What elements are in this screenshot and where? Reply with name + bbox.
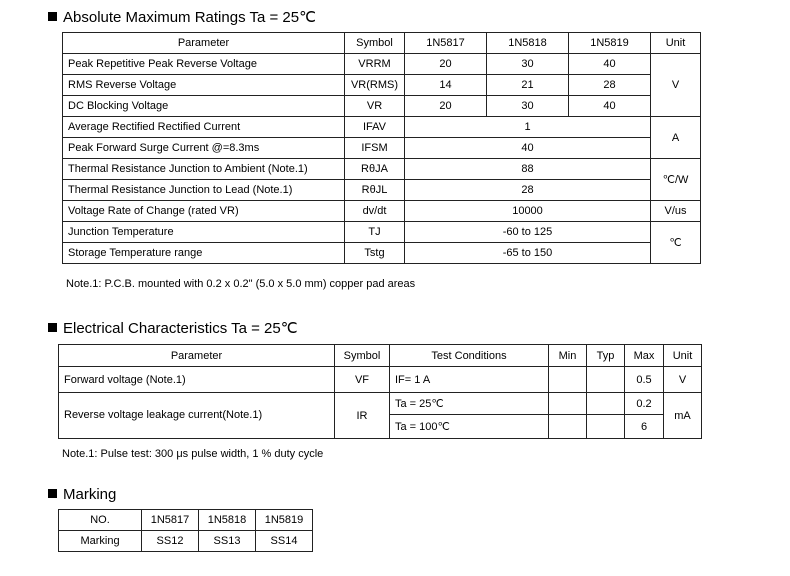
value-cell: -60 to 125	[405, 222, 651, 243]
unit-cell: mA	[664, 393, 702, 439]
unit-cell: V	[664, 367, 702, 393]
amr-note: Note.1: P.C.B. mounted with 0.2 x 0.2" (5.0 x 5.0 mm) copper pad areas	[66, 278, 416, 290]
min-cell	[549, 393, 587, 415]
table-row	[63, 201, 701, 222]
param-cell: Thermal Resistance Junction to Lead (Note.1)	[63, 180, 345, 201]
row-label-cell: Marking	[59, 531, 142, 552]
symbol-cell: VR	[345, 96, 405, 117]
unit-cell: A	[651, 117, 701, 159]
value-cell: 20	[405, 54, 487, 75]
table-row	[63, 243, 701, 264]
header-cell: Max	[625, 345, 664, 367]
symbol-cell: VRRM	[345, 54, 405, 75]
table-row	[63, 159, 701, 180]
value-cell: 14	[405, 75, 487, 96]
table-header-row	[59, 345, 702, 367]
value-cell: 40	[405, 138, 651, 159]
condition-cell: Ta = 25℃	[390, 393, 549, 415]
min-cell	[549, 415, 587, 439]
marking-code-cell: SS12	[142, 531, 199, 552]
condition-cell: Ta = 100℃	[390, 415, 549, 439]
square-bullet-icon	[48, 12, 57, 21]
typ-cell	[587, 367, 625, 393]
symbol-cell: IFAV	[345, 117, 405, 138]
condition-cell: IF= 1 A	[390, 367, 549, 393]
param-cell: DC Blocking Voltage	[63, 96, 345, 117]
value-cell: 30	[487, 54, 569, 75]
max-cell: 6	[625, 415, 664, 439]
amr-heading: Absolute Maximum Ratings Ta = 25℃	[48, 8, 316, 26]
table-header-row	[63, 33, 701, 54]
part-number-cell: 1N5817	[142, 510, 199, 531]
param-cell: Average Rectified Rectified Current	[63, 117, 345, 138]
ec-note: Note.1: Pulse test: 300 μs pulse width, 1 % duty cycle	[62, 448, 324, 460]
typ-cell	[587, 415, 625, 439]
absolute-max-ratings-table	[62, 32, 701, 264]
table-row	[63, 180, 701, 201]
table-row	[59, 510, 313, 531]
value-cell: 28	[569, 75, 651, 96]
table-row	[63, 75, 701, 96]
value-cell: 21	[487, 75, 569, 96]
ec-heading: Electrical Characteristics Ta = 25℃	[48, 319, 298, 337]
marking-code-cell: SS13	[199, 531, 256, 552]
header-cell: Parameter	[63, 33, 345, 54]
header-cell: Min	[549, 345, 587, 367]
header-cell: Test Conditions	[390, 345, 549, 367]
table-row	[63, 117, 701, 138]
value-cell: 28	[405, 180, 651, 201]
table-row	[63, 222, 701, 243]
min-cell	[549, 367, 587, 393]
header-cell: Symbol	[335, 345, 390, 367]
param-cell: Storage Temperature range	[63, 243, 345, 264]
symbol-cell: TJ	[345, 222, 405, 243]
symbol-cell: VR(RMS)	[345, 75, 405, 96]
header-cell: Symbol	[345, 33, 405, 54]
table-row	[59, 531, 313, 552]
row-label-cell: NO.	[59, 510, 142, 531]
electrical-characteristics-table	[58, 344, 702, 439]
value-cell: 30	[487, 96, 569, 117]
header-cell: 1N5817	[405, 33, 487, 54]
max-cell: 0.2	[625, 393, 664, 415]
max-cell: 0.5	[625, 367, 664, 393]
symbol-cell: RθJL	[345, 180, 405, 201]
symbol-cell: Tstg	[345, 243, 405, 264]
table-row	[63, 54, 701, 75]
typ-cell	[587, 393, 625, 415]
param-cell: Forward voltage (Note.1)	[59, 367, 335, 393]
unit-cell: ℃	[651, 222, 701, 264]
header-cell: Typ	[587, 345, 625, 367]
symbol-cell: dv/dt	[345, 201, 405, 222]
part-number-cell: 1N5819	[256, 510, 313, 531]
symbol-cell: IFSM	[345, 138, 405, 159]
param-cell: Voltage Rate of Change (rated VR)	[63, 201, 345, 222]
symbol-cell: RθJA	[345, 159, 405, 180]
symbol-cell: VF	[335, 367, 390, 393]
param-cell: RMS Reverse Voltage	[63, 75, 345, 96]
header-cell: Unit	[664, 345, 702, 367]
value-cell: 40	[569, 96, 651, 117]
unit-cell: ℃/W	[651, 159, 701, 201]
value-cell: -65 to 150	[405, 243, 651, 264]
header-cell: 1N5819	[569, 33, 651, 54]
header-cell: Parameter	[59, 345, 335, 367]
param-cell: Reverse voltage leakage current(Note.1)	[59, 393, 335, 439]
unit-cell: V/us	[651, 201, 701, 222]
value-cell: 1	[405, 117, 651, 138]
marking-code-cell: SS14	[256, 531, 313, 552]
value-cell: 20	[405, 96, 487, 117]
square-bullet-icon	[48, 323, 57, 332]
table-row	[59, 367, 702, 393]
marking-heading: Marking	[48, 486, 116, 503]
param-cell: Thermal Resistance Junction to Ambient (Note.1)	[63, 159, 345, 180]
table-row	[63, 96, 701, 117]
marking-table	[58, 509, 313, 552]
square-bullet-icon	[48, 489, 57, 498]
param-cell: Peak Forward Surge Current @=8.3ms	[63, 138, 345, 159]
unit-cell: V	[651, 54, 701, 117]
header-cell: Unit	[651, 33, 701, 54]
param-cell: Junction Temperature	[63, 222, 345, 243]
param-cell: Peak Repetitive Peak Reverse Voltage	[63, 54, 345, 75]
value-cell: 40	[569, 54, 651, 75]
header-cell: 1N5818	[487, 33, 569, 54]
table-row	[59, 393, 702, 415]
value-cell: 10000	[405, 201, 651, 222]
symbol-cell: IR	[335, 393, 390, 439]
value-cell: 88	[405, 159, 651, 180]
table-row	[63, 138, 701, 159]
part-number-cell: 1N5818	[199, 510, 256, 531]
